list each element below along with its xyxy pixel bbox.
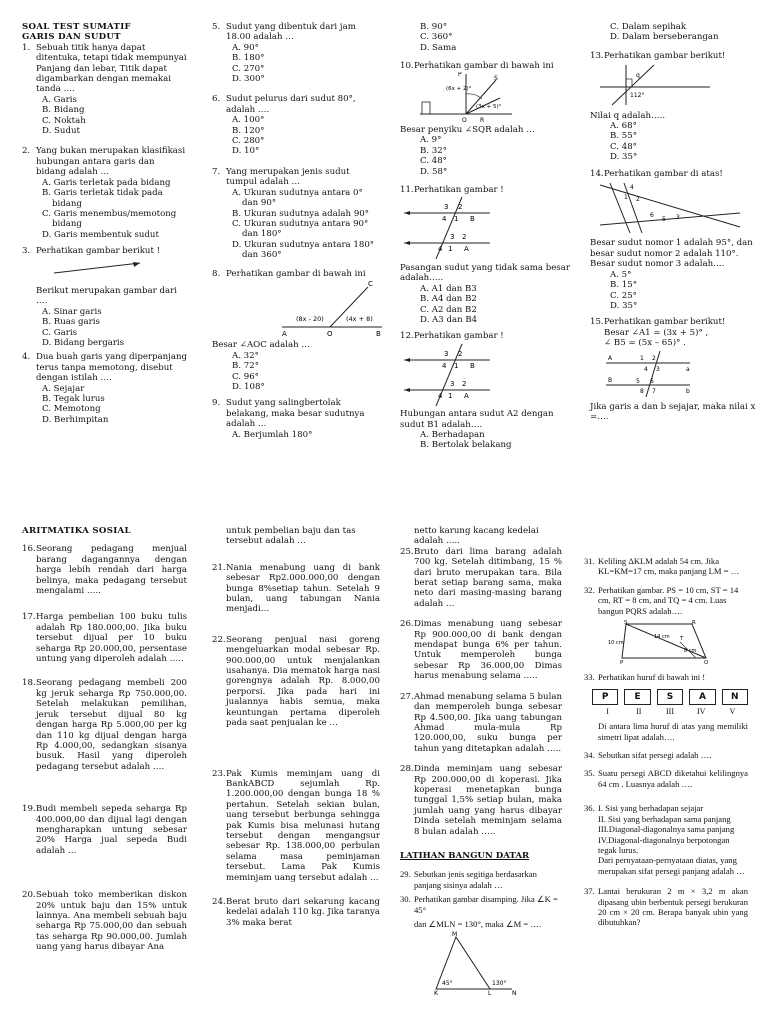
point-s: S	[624, 620, 628, 627]
option-d: D. 35°	[610, 152, 638, 163]
column-7	[400, 526, 562, 999]
svg-text:6: 6	[650, 212, 654, 220]
question-24: 24. Berat bruto dari sekarung kacang kedelai adalah 110 kg. Jika taranya 3% maka berat	[212, 896, 381, 928]
svg-text:8: 8	[640, 387, 644, 395]
question-text: Perhatikan gambar berikut!	[604, 50, 726, 61]
q24-continued: netto karung kacang kedelai adalah …..	[414, 526, 539, 547]
question-text: Perhatikan gambar berikut !	[36, 246, 161, 257]
q9-options-continued	[400, 22, 570, 53]
column-1	[22, 22, 187, 429]
option-b: B. 15°	[610, 280, 638, 291]
question-text: Seorang penjual nasi goreng mengeluarkan modal sebesar Rp. 900.000,00 untuk menjalankan usahanya. Dia mematok harga nasi gorengnya adalah Rp. 8.000,00 perporsi. Jika pada hari ini jualannya habis semua, maka keuntungan pertama diperoleh pada saat penjualan ke …	[226, 634, 380, 729]
question-31: 31. Keliling ΔKLM adalah 54 cm. Jika KL=KM=17 cm, maka panjang LM = …	[584, 556, 748, 577]
question-text: Suatu persegi ABCD diketahui kelilingnya 64 cm . Luasnya adalah ….	[598, 768, 748, 789]
question-text: Ahmad menabung selama 5 bulan dan memperoleh bunga sebesar Rp 4.500,00. Jika uang tabungan Ahmad mula-mula Rp 120.000,00, suku bunga per tahun yang ditetapkan adalah …..	[414, 691, 562, 754]
question-14: 14. Perhatikan gambar di atas! 4 1 2 6 5 3 Besar sudut nomor 1 adalah 95°, dan besar sudut nomor 2 adalah 110°. Besar sudut nomor 3 adalah…. A. 5° B. 15° C. 25° D. 35°	[590, 169, 760, 312]
svg-text:1: 1	[454, 361, 459, 370]
option-c: C. 96°	[232, 371, 259, 382]
svg-text:4: 4	[438, 391, 443, 400]
q12-options-continued	[590, 22, 760, 43]
option-d: D. 58°	[420, 166, 448, 177]
svg-text:3: 3	[444, 203, 449, 212]
q20-continued: untuk pembelian baju dan tas tersebut adalah …	[226, 526, 356, 547]
svg-text:5: 5	[662, 216, 666, 224]
question-text: Sebuah titik hanya dapat ditentuka, tetapi tidak mempunyai Panjang dan lebar, Titik dapat digambarkan dengan memakai tanda ….	[36, 42, 187, 95]
question-7: 7. Yang merupakan jenis sudut tumpul adalah … A. Ukuran sudutnya antara 0° dan 90° B. Ukuran sudutnya adalah 90° C. Ukuran sudutnya antara 90° dan 180° D. Ukuran sudutnya antara 180° dan 360°	[212, 167, 380, 261]
point-o: O	[327, 329, 333, 337]
question-10: 10. Perhatikan gambar di bawah ini (6x + 2)° (3x + 5)° P S Q R Besar penyiku ∠SQR adalah … A. 9° B. 32° C. 48° D. 58°	[400, 61, 570, 177]
line-label-a: A	[464, 391, 469, 400]
question-37: 37. Lantai berukuran 2 m × 3,2 m akan dipasang ubin berbentuk persegi berukuran 20 cm × 20 cm. Berapa banyak ubin yang dibutuhkan?	[584, 886, 748, 928]
question-35: 35. Suatu persegi ABCD diketahui kelilingnya 64 cm . Luasnya adalah ….	[584, 768, 748, 789]
question-text-2: Besar penyiku ∠SQR adalah …	[400, 125, 535, 136]
angle-figure	[400, 72, 570, 122]
question-text: Sebutkan jenis segitiga berdasarkan panjang sisinya adalah …	[414, 869, 537, 890]
option-c: C. Ukuran sudutnya antara 90° dan 180°	[232, 218, 369, 240]
option-a: A. Garis terletak pada bidang	[42, 177, 171, 188]
label-B: B	[608, 376, 613, 384]
option-a: A. 9°	[420, 135, 442, 146]
option-c: C. 48°	[610, 141, 637, 152]
section-title: ARITMATIKA SOSIAL	[22, 526, 131, 536]
question-text: Nania menabung uang di bank sebesar Rp2.000.000,00 dengan bunga 8%setiap tahun. Setelah 9 bulan, uang tabungan Nania menjadi…	[226, 562, 380, 615]
point-p: P	[458, 71, 462, 78]
option-d: D. A3 dan B4	[420, 314, 478, 325]
question-16: 16. Seorang pedagang menjual barang dagangannya dengan harga lebih rendah dari harga belinya, maka pedagang tersebut mengalami …..	[22, 544, 187, 597]
letter-box: N	[722, 689, 748, 705]
question-text-2: Di antara lima huruf di atas yang memiliki simetri lipat adalah….	[598, 721, 748, 742]
point-q: Q	[704, 660, 709, 665]
option-b: B. 120°	[232, 125, 265, 136]
option-c: C. 270°	[232, 63, 265, 74]
option-b: B. Garis terletak tidak pada bidang	[42, 188, 163, 209]
angle-label: 112°	[630, 92, 645, 100]
point-p: P	[620, 660, 624, 665]
question-text: Perhatikan gambar di bawah ini	[414, 61, 554, 72]
svg-text:3: 3	[450, 233, 455, 242]
point-t: T	[680, 636, 684, 643]
letter-box: P	[592, 689, 618, 705]
svg-text:4: 4	[644, 365, 648, 373]
svg-text:2: 2	[458, 349, 463, 358]
svg-text:4: 4	[630, 184, 634, 192]
question-30: 30. Perhatikan gambar disamping. Jika ∠K = 45°	[400, 894, 562, 915]
letter-box: E	[624, 689, 650, 705]
question-text-3: ∠ B5 = (5x – 65)° .	[604, 338, 686, 349]
option-d: D. Berhimpitan	[42, 414, 109, 425]
svg-text:2: 2	[458, 203, 463, 212]
angle-q: q	[636, 72, 640, 80]
option-a: A. 68°	[610, 121, 637, 132]
option-d: D. 300°	[232, 74, 265, 85]
option-b: B. Bertolak belakang	[420, 440, 512, 451]
column-4	[590, 22, 760, 427]
question-1: 1. Sebuah titik hanya dapat ditentuka, tetapi tidak mempunyai Panjang dan lebar, Titik dapat digambarkan dengan memakai tanda …. A. Garis B. Bidang C. Noktah D. Sudut	[22, 42, 187, 137]
angle-label-2: (4x + 8)	[346, 314, 373, 323]
option-b: B. 90°	[420, 22, 448, 32]
option-d: D. Dalam berseberangan	[610, 32, 719, 43]
question-26: 26. Dimas menabung uang sebesar Rp 900.000,00 di bank dengan mendapat bunga 6% per tahun. Untuk memperoleh bunga sebesar Rp 36.000,00 Dimas harus menabung selama …..	[400, 619, 562, 682]
roman-numerals: I II III IV V	[606, 706, 736, 716]
statement-2: II. Sisi yang berhadapan sama panjang	[598, 813, 731, 824]
option-a: A. Berjumlah 180°	[232, 429, 313, 440]
point-s: S	[494, 74, 498, 82]
question-34: 34. Sebutkan sifat persegi adalah ….	[584, 750, 712, 761]
transversal-figure	[590, 179, 760, 235]
angle-label-1: (8x - 20)	[296, 314, 324, 323]
question-text-2: Pasangan sudut yang tidak sama besar adalah…..	[400, 262, 570, 284]
svg-text:4: 4	[442, 361, 447, 370]
option-b: B. Ruas garis	[42, 317, 100, 328]
svg-text:2: 2	[636, 196, 640, 204]
svg-text:3: 3	[656, 365, 660, 373]
question-4: 4. Dua buah garis yang diperpanjang terus tanpa memotong, disebut dengan istilah …. A. Sejajar B. Tegak lurus C. Memotong D. Berhimpitan	[22, 352, 188, 425]
point-l: L	[488, 990, 492, 996]
svg-text:2: 2	[462, 379, 467, 388]
question-text: Seorang pedagang menjual barang dagangannya dengan harga lebih rendah dari harga belinya, maka pedagang tersebut mengalami …..	[36, 544, 187, 597]
question-6: 6. Sudut pelurus dari sudut 80°, adalah …. A. 100° B. 120° C. 280° D. 10°	[212, 94, 380, 156]
question-32: 32. Perhatikan gambar. PS = 10 cm, ST = 14 cm, RT = 8 cm, and TQ = 4 cm. Luas bangun PQRS adalah….	[584, 585, 748, 616]
question-text: Perhatikan gambar di bawah ini	[226, 268, 366, 279]
option-c: C. Noktah	[42, 115, 86, 126]
svg-text:4: 4	[442, 215, 447, 224]
question-text: Seorang pedagang membeli 200 kg jeruk seharga Rp 750.000,00. Setelah melakukan pemilihan, jeruk tersebut dijual 80 kg dengan harga Rp 5.000,00 per kg dan 110 kg dijual dengan harga Rp 4.000,00, sedangkan sisanya busuk. Hasil yang diperoleh pedagang tersebut adalah ….	[36, 678, 187, 772]
question-text: Dinda meminjam uang sebesar Rp 200.000,00 di koperasi. Jika koperasi menetapkan bunga tunggal 1,5% setiap bulan, maka jumlah uang yang harus dibayar Dinda setelah meminjam selama 8 bulan adalah …..	[414, 764, 562, 837]
parallel-lines-figure	[590, 349, 750, 399]
column-6	[212, 526, 380, 932]
parallel-lines-figure	[400, 342, 570, 406]
svg-text:4: 4	[438, 245, 443, 254]
column-8	[584, 556, 748, 932]
question-text: Perhatikan gambar !	[414, 331, 504, 342]
question-text-2: Besar ∠AOC adalah …	[212, 340, 311, 351]
line-label-a: A	[464, 245, 469, 254]
option-a: A. 100°	[232, 115, 265, 126]
letter-box: A	[689, 689, 715, 705]
question-text-2: dan ∠MLN = 130°, maka ∠M = ….	[414, 919, 542, 929]
trapezoid-figure	[584, 620, 744, 664]
svg-text:5: 5	[636, 377, 640, 385]
letter-box: S	[657, 689, 683, 705]
svg-text:1: 1	[448, 245, 453, 254]
question-text: Perhatikan gambar di atas!	[604, 168, 723, 179]
option-a: A. Ukuran sudutnya antara 0° dan 90°	[232, 187, 363, 209]
option-d: D. Sama	[420, 42, 457, 53]
question-25: 25. Bruto dari lima barang adalah 700 kg. Setelah ditimbang, 15 % dari bruto merupakan tara. Bila berat setiap barang sama, maka neto dari masing-masing barang adalah …	[400, 546, 562, 609]
statement-1: I. Sisi yang berhadapan sejajar	[598, 803, 704, 814]
point-r: R	[480, 116, 485, 122]
option-d: D. Bidang bergaris	[42, 337, 125, 348]
angle-label-1: (6x + 2)°	[446, 85, 472, 92]
question-23: 23. Pak Kumis meminjam uang di BankABCD sejumlah Rp. 1.200.000,00 dengan bunga 18 % pertahun. Setelah sekian bulan, uang tersebut berbunga sehingga pak Kumis bisa melunasi hutang tersebut dengan mengangsur sebesar Rp. 138.000,00 perbulan selama masa peminjaman tersebut. Lama Pak Kumis meminjam uang tersebut adalah …	[212, 768, 380, 883]
svg-text:3: 3	[444, 349, 449, 358]
question-text: Yang bukan merupakan klasifikasi hubungan antara garis dan bidang adalah …	[36, 146, 186, 178]
question-text: Berat bruto dari sekarung kacang kedelai adalah 110 kg. Jika taranya 3% maka berat	[226, 896, 381, 928]
section-title-bangun-datar: LATIHAN BANGUN DATAR	[400, 850, 530, 861]
question-text: Sudut yang dibentuk dari jam 18.00 adalah …	[226, 22, 356, 43]
option-d: D. 35°	[610, 300, 638, 311]
option-c: C. Dalam sepihak	[610, 22, 687, 32]
line-label-b: B	[470, 215, 475, 224]
option-b: B. 72°	[232, 361, 260, 372]
point-a: A	[282, 329, 287, 337]
question-text-2: Hubungan antara sudut A2 dengan sudut B1 adalah….	[400, 409, 554, 430]
question-3: 3. Perhatikan gambar berikut ! Berikut merupakan gambar dari …. A. Sinar garis B. Ruas garis C. Garis D. Bidang bergaris	[22, 246, 187, 348]
option-a: A. Berhadapan	[420, 429, 485, 440]
question-28: 28. Dinda meminjam uang sebesar Rp 200.000,00 di koperasi. Jika koperasi menetapkan bunga tunggal 1,5% setiap bulan, maka jumlah uang yang harus dibayar Dinda setelah meminjam selama 8 bulan adalah …..	[400, 764, 562, 837]
question-text-2: Besar sudut nomor 1 adalah 95°, dan besar sudut nomor 2 adalah 110°. Besar sudut nomor 3 adalah….	[590, 238, 753, 270]
option-b: B. A4 dan B2	[420, 294, 477, 305]
column-5	[22, 526, 187, 957]
label-a: a	[686, 365, 690, 373]
question-text: Perhatikan huruf di bawah ini !	[598, 672, 706, 683]
label-rt: 8 cm	[684, 648, 697, 655]
option-b: B. Tegak lurus	[42, 394, 105, 404]
question-text: Lantai berukuran 2 m × 3,2 m akan dipasang ubin berbentuk persegi berukuran 20 cm × 20 cm. Berapa banyak ubin yang dibutuhkan?	[598, 886, 748, 928]
option-a: A. 32°	[232, 350, 259, 361]
question-8: 8. Perhatikan gambar di bawah ini (8x - 20) (4x + 8) A O B C Besar ∠AOC adalah … A. 32° B. 72° C. 96° D. 108°	[212, 268, 381, 392]
svg-text:1: 1	[624, 194, 628, 202]
question-21: 21. Nania menabung uang di bank sebesar Rp2.000.000,00 dengan bunga 8%setiap tahun. Setelah 9 bulan, uang tabungan Nania menjadi…	[212, 562, 380, 615]
label-st: 14 cm	[654, 634, 670, 641]
question-27: 27. Ahmad menabung selama 5 bulan dan memperoleh bunga sebesar Rp 4.500,00. Jika uang tabungan Ahmad mula-mula Rp 120.000,00, suku bunga per tahun yang ditetapkan adalah …..	[400, 691, 562, 754]
option-c: C. 25°	[610, 290, 637, 301]
column-3	[400, 22, 570, 455]
label-b: b	[686, 387, 690, 395]
point-k: K	[434, 990, 438, 996]
question-text: Budi membeli sepeda seharga Rp 400.000,00 dan dijual lagi dengan mengharapkan untung sebesar 20% Harga jual sepeda Budi adalah …	[36, 804, 187, 856]
option-b: B. Ukuran sudutnya adalah 90°	[232, 208, 370, 219]
question-text: Perhatikan gambar berikut!	[604, 317, 726, 328]
question-text: Sudut yang salingbertolak belakang, maka besar sudutnya adalah …	[226, 398, 365, 430]
question-text: Dimas menabung uang sebesar Rp 900.000,00 di bank dengan mendapat bunga 6% per tahun. Untuk memperoleh bunga sebesar Rp 36.000,00 Dimas harus menabung selama …..	[414, 619, 562, 682]
svg-text:2: 2	[462, 233, 467, 242]
question-text: Sudut pelurus dari sudut 80°, adalah ….	[226, 94, 356, 115]
question-18: 18. Seorang pedagang membeli 200 kg jeruk seharga Rp 750.000,00. Setelah melakukan pemilihan, jeruk tersebut dijual 80 kg dengan harga Rp 5.000,00 per kg dan 110 kg dijual dengan harga Rp 4.000,00, sedangkan sisanya busuk. Hasil yang diperoleh pedagang tersebut adalah ….	[22, 678, 187, 772]
letters-row	[592, 689, 748, 705]
svg-text:2: 2	[652, 354, 656, 362]
question-text: Pak Kumis meminjam uang di BankABCD sejumlah Rp. 1.200.000,00 dengan bunga 18 % pertahun. Setelah sekian bulan, uang tersebut berbunga sehingga pak Kumis bisa melunasi hutang tersebut dengan mengangsur sebesar Rp. 138.000,00 perbulan selama masa peminjaman tersebut. Lama Pak Kumis meminjam uang tersebut adalah …	[226, 768, 380, 883]
angle-label-2: (3x + 5)°	[476, 103, 502, 110]
question-15: 15. Perhatikan gambar berikut! Besar ∠A1 = (3x + 5)° , ∠ B5 = (5x – 65)° . A B 1 2 4 3 a 5 6 8 7 b Jika garis a dan b sejajar, maka nilai x =….	[590, 317, 760, 422]
svg-text:6: 6	[650, 377, 654, 385]
option-c: C. 280°	[232, 136, 265, 147]
label-A: A	[608, 354, 613, 362]
question-text: Sebutkan sifat persegi adalah ….	[598, 750, 712, 761]
angle-k: 45°	[442, 980, 453, 988]
option-d: D. 108°	[232, 381, 265, 392]
option-b: B. Bidang	[42, 105, 85, 116]
question-text: Yang merupakan jenis sudut tumpul adalah …	[226, 166, 350, 188]
question-20: 20. Sebuah toko memberikan diskon 20% untuk baju dan 15% untuk lainnya. Ana membeli sebuah baju seharga Rp 75.000,00 dan sebuah tas seharga Rp 90.000,00. Jumlah uang yang harus dibayar Ana	[22, 890, 187, 953]
svg-text:1: 1	[640, 354, 644, 362]
option-c: C. Garis	[42, 327, 77, 338]
angle-figure	[590, 61, 750, 107]
point-c: C	[368, 279, 373, 288]
question-22: 22. Seorang penjual nasi goreng mengeluarkan modal sebesar Rp. 900.000,00 untuk menjalankan usahanya. Dia mematok harga nasi gorengnya adalah Rp. 8.000,00 perporsi. Jika pada hari ini jualannya habis semua, maka keuntungan pertama diperoleh pada saat penjualan ke …	[212, 634, 380, 729]
question-text: Keliling ΔKLM adalah 54 cm. Jika KL=KM=17 cm, maka panjang LM = …	[598, 556, 740, 577]
svg-text:7: 7	[652, 387, 656, 395]
option-a: A. Garis	[42, 94, 77, 105]
option-b: B. 55°	[610, 131, 638, 142]
option-c: C. Garis menembus/memotong bidang	[42, 208, 177, 230]
point-q: Q	[462, 116, 467, 122]
question-12: 12. Perhatikan gambar ! 3 2 4 1 B 3 2 4 1 A Hubungan antara sudut A2 dengan sudut B1 adalah…. A. Berhadapan B. Bertolak belakang	[400, 331, 570, 450]
option-a: A. A1 dan B3	[420, 283, 477, 294]
statement-3: III.Diagonal-diagonalnya sama panjang	[598, 824, 735, 835]
svg-text:3: 3	[450, 379, 455, 388]
svg-text:3: 3	[676, 214, 680, 222]
question-text-4: Jika garis a dan b sejajar, maka nilai x =….	[590, 401, 756, 423]
question-text: Sebuah toko memberikan diskon 20% untuk baju dan 15% untuk lainnya. Ana membeli sebuah baju seharga Rp 75.000,00 dan sebuah tas seharga Rp 90.000,00. Jumlah uang yang harus dibayar Ana	[36, 890, 187, 953]
question-text: Harga pembelian 100 buku tulis adalah Rp 180.000,00. Jika buku tersebut dijual per 10 buku seharga Rp 20.000,00, persentase untung yang diperoleh adalah …..	[36, 612, 187, 665]
question-33: 33. Perhatikan huruf di bawah ini !	[584, 672, 706, 683]
parallel-lines-figure	[400, 195, 570, 259]
point-m: M	[452, 931, 458, 939]
ray-figure	[22, 257, 182, 281]
question-9: 9. Sudut yang salingbertolak belakang, maka besar sudutnya adalah … A. Berjumlah 180°	[212, 398, 380, 440]
question-text-2: Nilai q adalah…..	[590, 110, 666, 121]
question-36: 36. I. Sisi yang berhadapan sejajar II. Sisi yang berhadapan sama panjang III.Diagonal-diagonalnya sama panjang IV.Diagonal-diagonalnya berpotongan tegak lurus. Dari pernyataan-pernyataan diatas, yang merupakan sifat persegi panjang adalah …	[584, 803, 748, 876]
svg-text:1: 1	[454, 215, 459, 224]
question-text-2: Besar ∠A1 = (3x + 5)° ,	[604, 327, 709, 338]
point-n: N	[512, 990, 517, 996]
question-text: Perhatikan gambar. PS = 10 cm, ST = 14 cm, RT = 8 cm, and TQ = 4 cm. Luas bangun PQRS adalah….	[598, 584, 739, 616]
question-text: Bruto dari lima barang adalah 700 kg. Setelah ditimbang, 15 % dari bruto merupakan tara. Bila berat setiap barang sama, maka neto dari masing-masing barang adalah …	[414, 546, 562, 609]
option-a: A. 90°	[232, 42, 259, 53]
test-subtitle: GARIS DAN SUDUT	[22, 32, 121, 43]
point-b: B	[376, 329, 381, 337]
question-text-2: Berikut merupakan gambar dari ….	[36, 285, 178, 307]
label-ps: 10 cm	[608, 640, 624, 647]
angle-mln: 130°	[492, 980, 507, 988]
option-b: B. 180°	[232, 53, 265, 64]
triangle-figure	[400, 929, 560, 995]
question-17: 17. Harga pembelian 100 buku tulis adalah Rp 180.000,00. Jika buku tersebut dijual per 10 buku seharga Rp 20.000,00, persentase untung yang diperoleh adalah …..	[22, 612, 187, 665]
option-c: C. Memotong	[42, 404, 101, 415]
question-text: Perhatikan gambar !	[414, 185, 504, 196]
question-2: 2. Yang bukan merupakan klasifikasi hubungan antara garis dan bidang adalah … A. Garis terletak pada bidang B. Garis terletak tidak pada bidang C. Garis menembus/memotong bidang D. Garis membentuk sudut	[22, 146, 186, 240]
option-d: D. Sudut	[42, 126, 80, 137]
question-29: 29. Sebutkan jenis segitiga berdasarkan panjang sisinya adalah …	[400, 869, 562, 890]
option-c: C. 360°	[420, 32, 453, 43]
option-c: C. A2 dan B2	[420, 304, 477, 315]
question-text: Perhatikan gambar disamping. Jika ∠K = 45°	[414, 894, 558, 915]
question-11: 11. Perhatikan gambar ! 3 2 4 1 B 3 2 4 1 A Pasangan sudut yang tidak sama besar adalah….. A. A1 dan B3 B. A4 dan B2 C. A2 dan B2 D. A3 dan B4	[400, 185, 570, 325]
svg-text:1: 1	[448, 391, 453, 400]
line-label-b: B	[470, 361, 475, 370]
question-19: 19. Budi membeli sepeda seharga Rp 400.000,00 dan dijual lagi dengan mengharapkan untung sebesar 20% Harga jual sepeda Budi adalah …	[22, 804, 187, 856]
test-title: SOAL TEST SUMATIF	[22, 22, 131, 32]
question-13: 13. Perhatikan gambar berikut! 112° q Nilai q adalah….. A. 68° B. 55° C. 48° D. 35°	[590, 51, 760, 163]
column-2	[212, 22, 380, 444]
point-r: R	[692, 620, 696, 627]
option-a: A. Sejajar	[42, 383, 85, 394]
option-b: B. 32°	[420, 145, 448, 156]
option-a: A. 5°	[610, 269, 632, 280]
question-5: 5. Sudut yang dibentuk dari jam 18.00 adalah … A. 90° B. 180° C. 270° D. 300°	[212, 22, 380, 84]
angle-figure	[212, 279, 382, 337]
option-a: A. Sinar garis	[42, 306, 102, 317]
statement-4: IV.Diagonal-diagonalnya berpotongan tegak lurus.	[598, 834, 730, 855]
question-text: Dari pernyataan-pernyataan diatas, yang merupakan sifat persegi panjang adalah …	[598, 855, 745, 876]
question-text: Dua buah garis yang diperpanjang terus tanpa memotong, disebut dengan istilah ….	[36, 352, 188, 384]
option-c: C. 48°	[420, 156, 447, 167]
option-d: D. 10°	[232, 146, 260, 157]
option-d: D. Ukuran sudutnya antara 180° dan 360°	[232, 239, 375, 261]
option-d: D. Garis membentuk sudut	[42, 229, 159, 240]
